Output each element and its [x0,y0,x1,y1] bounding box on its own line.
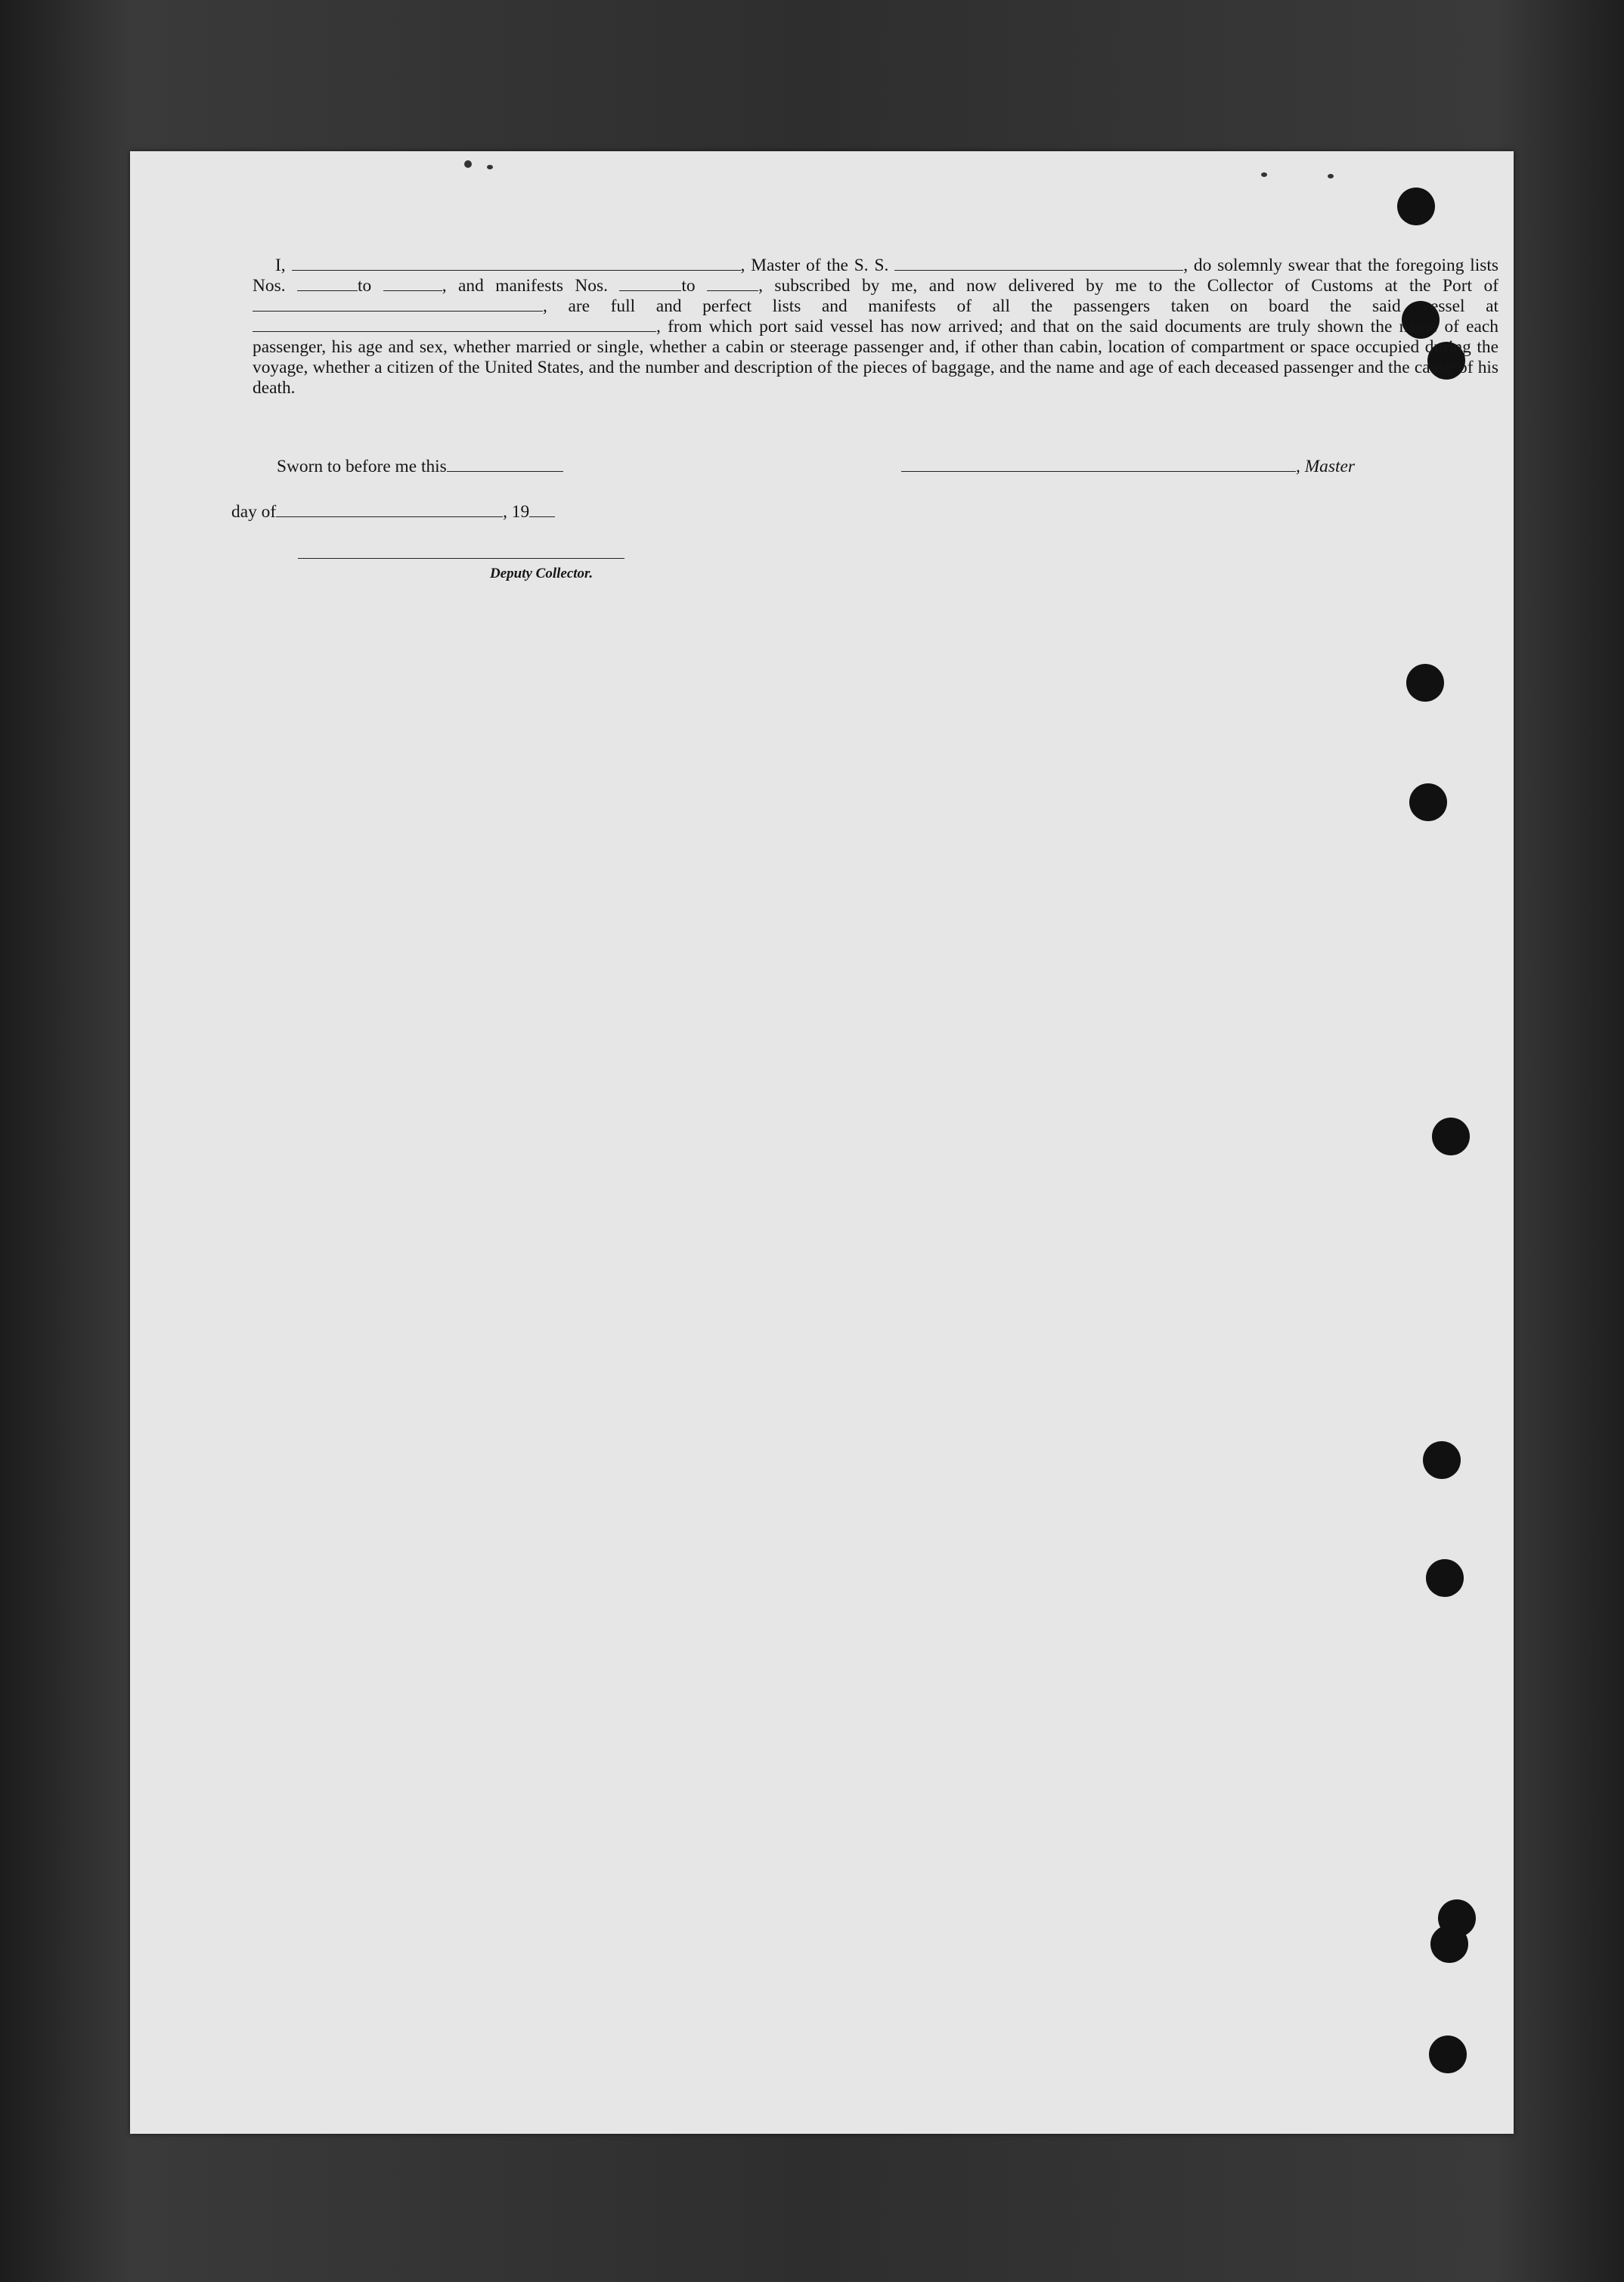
punch-hole [1426,1559,1464,1597]
punch-hole [1423,1441,1461,1479]
master-signature-line [901,457,1355,477]
oath-text: , and manifests Nos. [442,276,608,296]
year-label: , 19 [503,502,530,522]
punch-hole [1397,188,1435,225]
oath-paragraph [253,256,1498,398]
sworn-label: Sworn to before me this [277,457,447,476]
scan-speck [1328,174,1334,178]
manifest-from-blank [619,277,681,291]
oath-text: , from which port said vessel has now arrived; and that on the said documents are truly shown the name of each passenger, his age and sex, whether married or single, whether a cabin or steerage passenger and, if other than cabin, location of compartment or space occupied during the voyage, whether a citizen of the United States, and the number and description of the pieces of baggage, and the name and age of each deceased passenger and the cause of his death. [253,317,1498,398]
punch-hole [1430,1925,1468,1963]
master-name-blank [292,256,741,271]
ship-name-blank [894,256,1183,271]
scan-speck [464,160,472,168]
oath-text: I, [275,256,286,275]
punch-hole [1432,1118,1470,1155]
scan-speck [1261,172,1267,177]
deputy-signature-blank [298,540,624,559]
oath-text: to [358,276,372,296]
deputy-signature-line [298,540,624,564]
day-blank [276,503,503,517]
deputy-label: Deputy Collector. [490,566,594,581]
master-label: , Master [1296,457,1355,476]
day-line [231,502,555,522]
oath-text: , do solemnly swear that the foregoing lists Nos. [253,256,1498,296]
punch-hole [1406,664,1444,702]
punch-hole [1409,783,1447,821]
year-blank [529,503,555,517]
list-to-blank [383,277,442,291]
scan-speck [487,165,493,169]
oath-text: to [681,276,696,296]
oath-text: , subscribed by me, and now delivered by me to the Collector of Customs at the Port of [758,276,1498,296]
port-blank [253,297,543,312]
sworn-date-blank [447,457,563,472]
oath-text: , are full and perfect lists and manifests of all the passengers taken on board the said vessel at [543,296,1498,316]
oath-text: , Master of the S. S. [740,256,889,275]
punch-hole [1429,2036,1467,2073]
document-page [130,151,1514,2134]
departure-port-blank [253,318,656,332]
sworn-line [277,457,563,477]
day-label: day of [231,502,277,522]
master-signature-blank [901,457,1296,472]
manifest-to-blank [707,277,758,291]
list-from-blank [297,277,358,291]
